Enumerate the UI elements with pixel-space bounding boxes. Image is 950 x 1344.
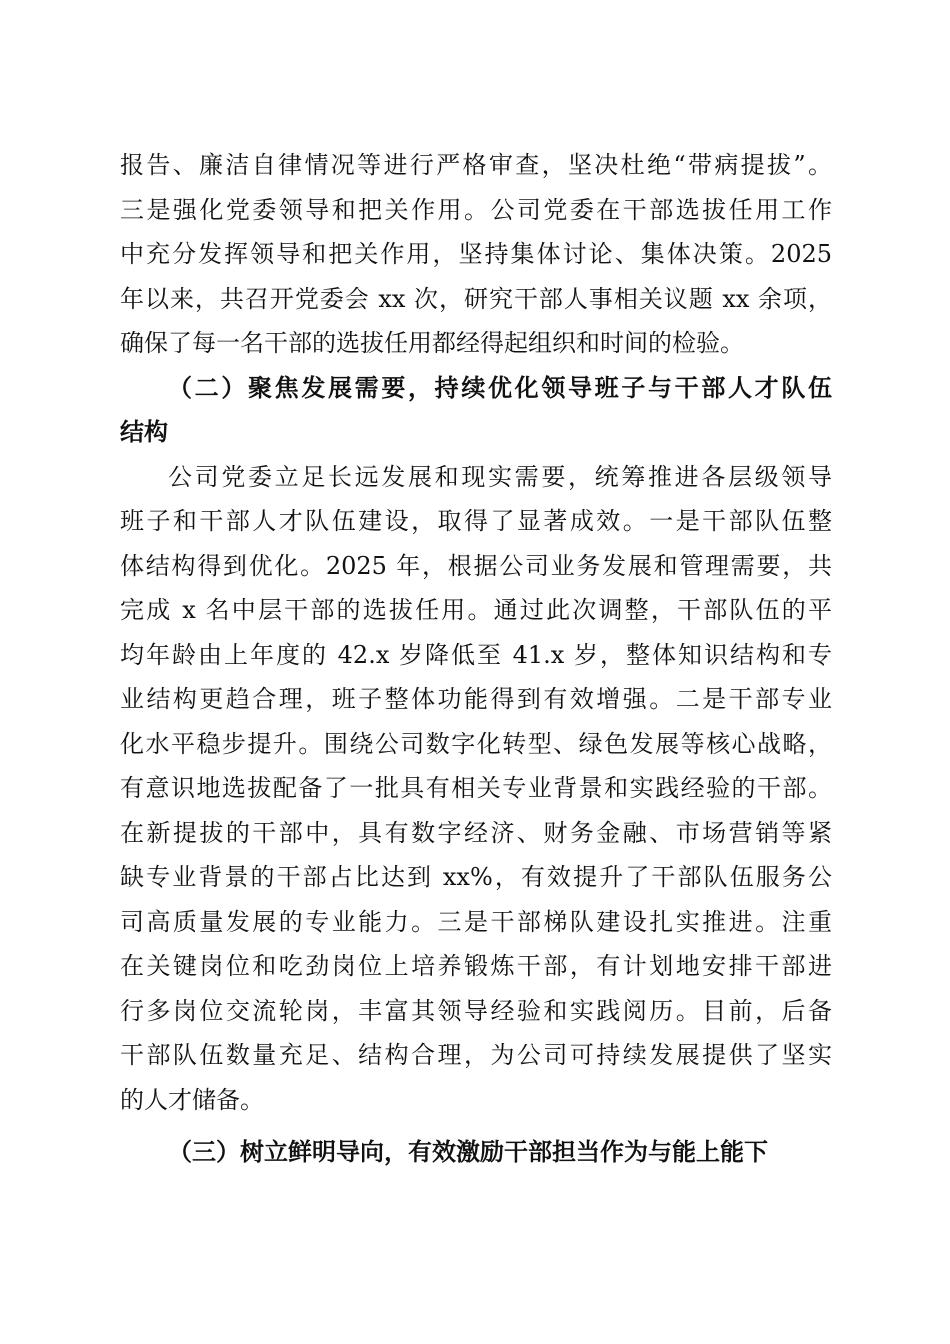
text-line: 缺专业背景的干部占比达到 xx%，有效提升了干部队伍服务公 <box>120 863 832 891</box>
text-line: 业结构更趋合理，班子整体功能得到有效增强。二是干部专业 <box>120 685 832 713</box>
text-line: 完成 x 名中层干部的选拔任用。通过此次调整，干部队伍的平 <box>120 596 832 624</box>
text-line: 化水平稳步提升。围绕公司数字化转型、绿色发展等核心战略， <box>120 729 832 758</box>
section-heading-2 <box>120 366 832 455</box>
text-line: 班子和干部人才队伍建设，取得了显著成效。一是干部队伍整 <box>120 507 832 535</box>
text-line: 确保了每一名干部的选拔任用都经得起组织和时间的检验。 <box>120 329 744 357</box>
text-line: 行多岗位交流轮岗，丰富其领导经验和实践阅历。目前，后备 <box>120 996 832 1025</box>
text-line: 公司党委立足长远发展和现实需要，统筹推进各层级领导 <box>168 462 832 491</box>
heading-line: （二）聚焦发展需要，持续优化领导班子与干部人才队伍 <box>168 373 832 402</box>
text-line: 报告、廉洁自律情况等进行严格审查，坚决杜绝“带病提拔”。 <box>120 151 832 179</box>
text-line: 的人才储备。 <box>120 1085 264 1114</box>
text-line: 体结构得到优化。2025 年，根据公司业务发展和管理需要，共 <box>120 551 832 580</box>
text-line: 在新提拔的干部中，具有数字经济、财务金融、市场营销等紧 <box>120 818 832 847</box>
paragraph-review-continuation <box>120 143 832 366</box>
text-line: 司高质量发展的专业能力。三是干部梯队建设扎实推进。注重 <box>120 907 832 936</box>
document-page <box>120 143 832 1175</box>
paragraph-team-structure <box>120 455 832 1123</box>
section-heading-3 <box>120 1130 832 1175</box>
text-line: 中充分发挥领导和把关作用，坚持集体讨论、集体决策。2025 <box>120 240 832 268</box>
text-line: 三是强化党委领导和把关作用。公司党委在干部选拔任用工作 <box>120 195 832 224</box>
heading-line: 结构 <box>120 418 168 446</box>
text-line: 在关键岗位和吃劲岗位上培养锻炼干部，有计划地安排干部进 <box>120 952 832 980</box>
heading-line: （三）树立鲜明导向，有效激励干部担当作为与能上能下 <box>168 1138 768 1166</box>
text-line: 有意识地选拔配备了一批具有相关专业背景和实践经验的干部。 <box>120 774 832 802</box>
text-line: 年以来，共召开党委会 xx 次，研究干部人事相关议题 xx 余项， <box>120 284 832 313</box>
text-line: 均年龄由上年度的 42.x 岁降低至 41.x 岁，整体知识结构和专 <box>120 640 832 669</box>
text-line: 干部队伍数量充足、结构合理，为公司可持续发展提供了坚实 <box>120 1041 832 1069</box>
